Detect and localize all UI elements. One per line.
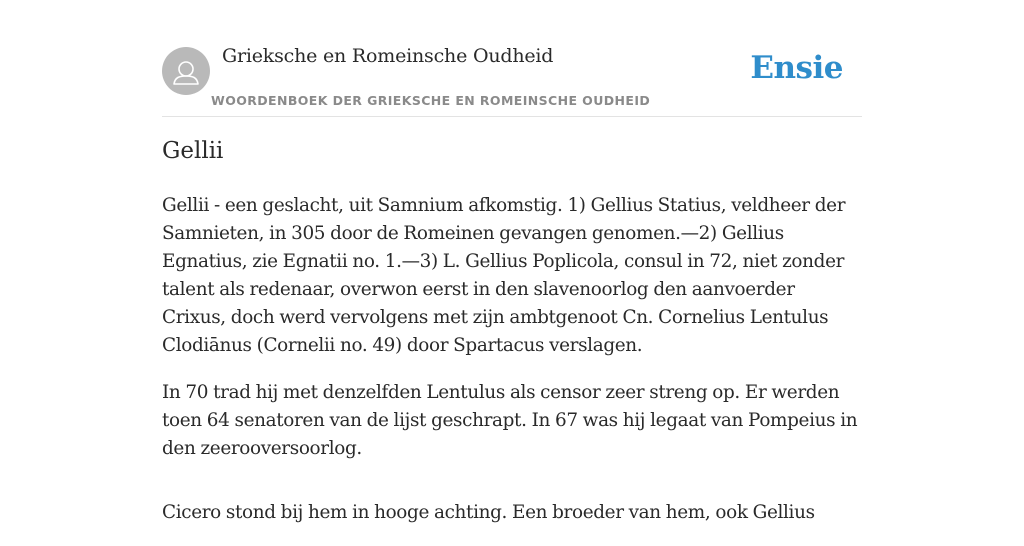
entry-paragraph: In 70 trad hij met denzelfden Lentulus als censor zeer streng op. Er werden toen 64 senatoren van de lijst geschrapt. In 67 was hij legaat van Pompeius in den zeerooversoorlog. [162, 382, 858, 459]
entry-paragraph: Gellii - een geslacht, uit Samnium afkomstig. 1) Gellius Statius, veldheer der Samnieten, in 305 door de Romeinen gevangen genomen.—2) Gellius Egnatius, zie Egnatii no. 1.—3) L. Gellius Poplicola, consul in 72, niet zonder talent als redenaar, overwon eerst in den slavenoorlog den aanvoerder Crixus, doch werd vervolgens met zijn ambtgenoot Cn. Cornelius Lentulus Clodiānus (Cornelii no. 49) door Spartacus verslagen. [162, 195, 846, 356]
user-icon [162, 47, 210, 95]
entry-body [162, 192, 862, 546]
entry-title: Gellii [162, 138, 224, 164]
entry-paragraph: Cicero stond bij hem in hooge achting. Een broeder van hem, ook Gellius [162, 502, 815, 523]
ensie-logo[interactable]: Ensie [750, 50, 843, 86]
source-avatar[interactable] [162, 47, 210, 95]
article-page [162, 0, 862, 523]
source-title[interactable]: Grieksche en Romeinsche Oudheid [222, 45, 554, 67]
source-subtitle: WOORDENBOEK DER GRIEKSCHE EN ROMEINSCHE OUDHEID [211, 93, 651, 108]
source-header [162, 0, 862, 117]
